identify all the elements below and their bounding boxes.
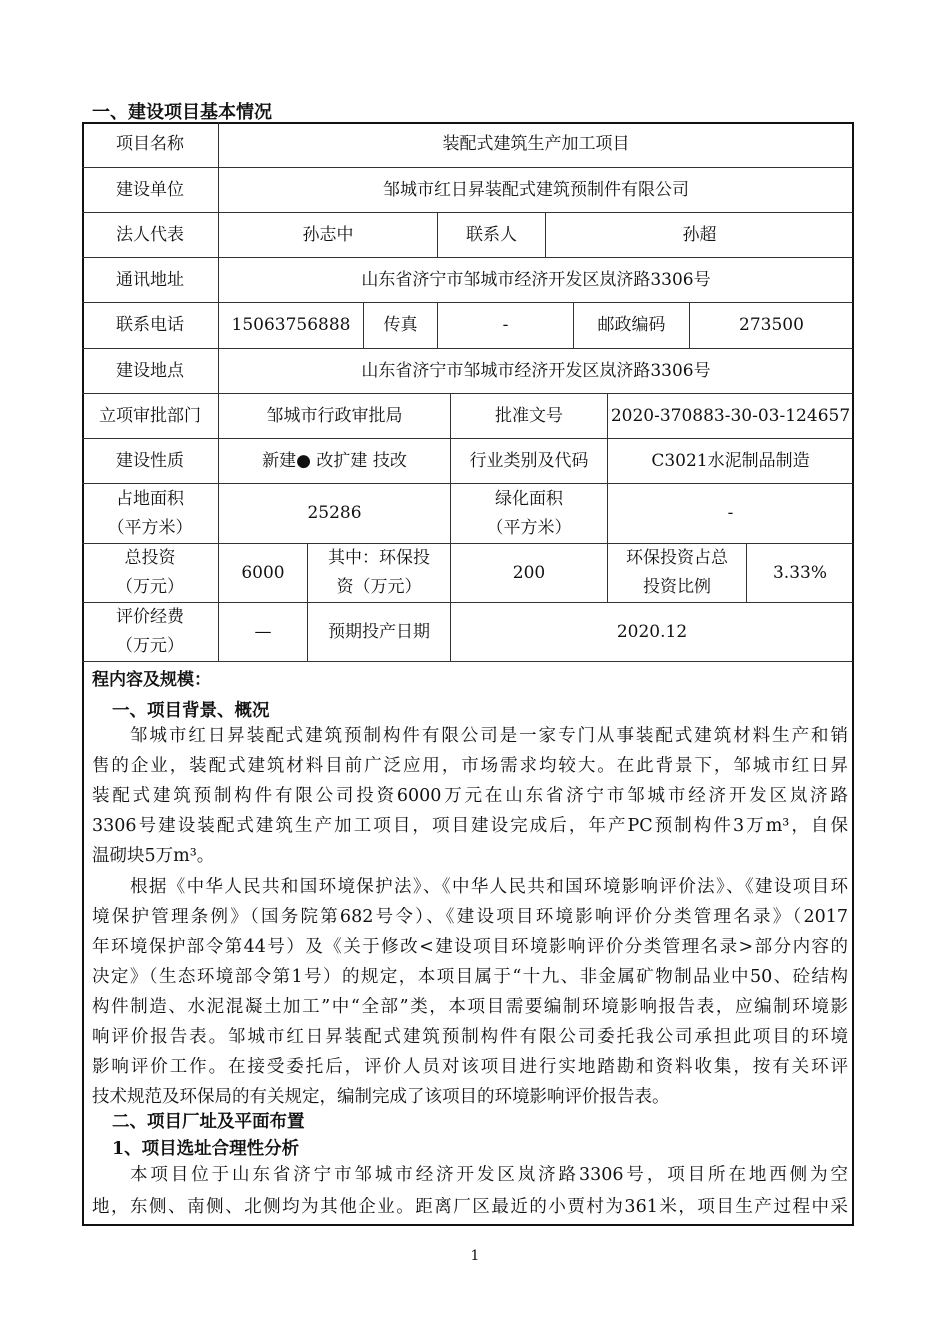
- approval-no-cell: [608, 394, 853, 439]
- industry-label-cell: [451, 439, 608, 484]
- ratio-label-1: 环保投资占总: [626, 548, 728, 568]
- paragraph-line: 邹城市红日昇装配式建筑预制构件有限公司是一家专门从事装配式建筑材料生产和销: [130, 726, 848, 746]
- subheading: 一、项目背景、概况: [112, 701, 270, 721]
- invest: 6000: [241, 562, 285, 583]
- paragraph-line: 响评价报告表。邹城市红日昇装配式建筑预制构件有限公司委托我公司承担此项目的环境: [92, 1027, 848, 1047]
- phone-cell: [219, 303, 364, 349]
- paragraph-line: 决定》（生态环境部令第1号）的规定，本项目属于“十九、非金属矿物制品业中50、砼结构: [92, 967, 848, 987]
- subheading: 1、项目选址合理性分析: [112, 1139, 300, 1159]
- green-label-1: 绿化面积: [495, 488, 563, 509]
- area-label-1: 占地面积: [116, 488, 184, 509]
- date-label: 预期投产日期: [328, 621, 430, 642]
- project-name: 装配式建筑生产加工项目: [442, 134, 630, 154]
- env-invest-label-2: 资（万元）: [336, 577, 422, 597]
- legal-rep-label-cell: [82, 213, 219, 258]
- paragraph-line: 温砌块5万m³。: [92, 846, 215, 866]
- content-heading: 程内容及规模：: [92, 670, 211, 690]
- area-label-2: （平方米）: [107, 517, 193, 538]
- fee: —: [254, 621, 272, 642]
- builder-label-cell: [82, 168, 219, 213]
- paragraph-line: 地，东侧、南侧、北侧均为其他企业。距离厂区最近的小贾村为361米，项目生产过程中采: [92, 1197, 848, 1217]
- nature-label-cell: [82, 439, 219, 484]
- fax-label-cell: [364, 303, 438, 349]
- env-invest-label-1: 其中：环保投: [328, 548, 430, 568]
- project-name-label-cell: [82, 122, 219, 168]
- site-label: 建设地点: [116, 360, 184, 381]
- ratio-label-2: 投资比例: [643, 577, 711, 597]
- invest-label-1: 总投资: [124, 548, 176, 568]
- industry-cell: [608, 439, 853, 484]
- fax: -: [502, 315, 509, 335]
- date-cell: [451, 603, 853, 662]
- address-label: 通讯地址: [116, 269, 184, 290]
- env-invest-cell: [451, 544, 608, 603]
- ratio: 3.33%: [772, 562, 827, 583]
- industry-label: 行业类别及代码: [469, 450, 589, 471]
- nature-cell: [219, 439, 451, 484]
- green-cell: [608, 484, 853, 544]
- site: 山东省济宁市邹城市经济开发区岚济路3306号: [361, 360, 711, 381]
- paragraph-line: 3306号建设装配式建筑生产加工项目，项目建设完成后，年产PC预制构件3万m³，自保: [92, 816, 848, 836]
- nature-label: 建设性质: [116, 450, 184, 471]
- builder-cell: [219, 168, 853, 213]
- subheading: 二、项目厂址及平面布置: [112, 1112, 305, 1132]
- project-name-label: 项目名称: [116, 134, 184, 154]
- invest-label-cell: [82, 544, 219, 603]
- contact: 孙超: [682, 224, 717, 245]
- builder: 邹城市红日昇装配式建筑预制件有限公司: [383, 179, 689, 200]
- paragraph-line: 影响评价工作。在接受委托后，评价人员对该项目进行实地踏勘和资料收集，按有关环评: [92, 1057, 848, 1077]
- approval-dept-cell: [219, 394, 451, 439]
- green: -: [727, 503, 734, 523]
- green-label-2: （平方米）: [486, 517, 572, 538]
- ratio-cell: [747, 544, 853, 603]
- paragraph-line: 装配式建筑预制构件有限公司投资6000万元在山东省济宁市邹城市经济开发区岚济路: [92, 786, 848, 806]
- approval-no: 2020-370883-30-03-124657: [610, 405, 851, 426]
- phone: 15063756888: [231, 315, 351, 335]
- env-invest-label-cell: [308, 544, 451, 603]
- paragraph-line: 售的企业，装配式建筑材料目前广泛应用，市场需求均较大。在此背景下，邹城市红日昇: [92, 756, 848, 776]
- ratio-label-cell: [608, 544, 747, 603]
- phone-label-cell: [82, 303, 219, 349]
- green-label-cell: [451, 484, 608, 544]
- postcode: 273500: [739, 315, 804, 335]
- contact-cell: [546, 213, 853, 258]
- invest-label-2: （万元）: [116, 577, 184, 597]
- fax-cell: [438, 303, 574, 349]
- address-label-cell: [82, 258, 219, 303]
- postcode-cell: [690, 303, 853, 349]
- approval-dept-label: 立项审批部门: [99, 405, 201, 426]
- builder-label: 建设单位: [116, 179, 184, 200]
- legal-rep-cell: [219, 213, 438, 258]
- area-label-cell: [82, 484, 219, 544]
- date-label-cell: [308, 603, 451, 662]
- legal-rep-label: 法人代表: [116, 224, 184, 245]
- date: 2020.12: [616, 621, 688, 642]
- fee-label-cell: [82, 603, 219, 662]
- env-invest: 200: [512, 562, 546, 583]
- fee-label-1: 评价经费: [116, 607, 184, 627]
- project-name-cell: [219, 122, 853, 168]
- section-title: 一、建设项目基本情况: [92, 102, 272, 123]
- contact-label: 联系人: [466, 224, 517, 245]
- approval-dept: 邹城市行政审批局: [266, 405, 403, 426]
- phone-label: 联系电话: [116, 315, 184, 335]
- paragraph-line: 根据《中华人民共和国环境保护法》、《中华人民共和国环境影响评价法》、《建设项目环: [130, 877, 848, 897]
- paragraph-line: 技术规范及环保局的有关规定，编制完成了该项目的环境影响评价报告表。: [92, 1087, 670, 1107]
- postcode-label: 邮政编码: [597, 315, 666, 335]
- fee-cell: [219, 603, 308, 662]
- nature: 新建● 改扩建 技改: [262, 450, 407, 471]
- area-cell: [219, 484, 451, 544]
- legal-rep: 孙志中: [302, 224, 354, 245]
- approval-dept-label-cell: [82, 394, 219, 439]
- contact-label-cell: [438, 213, 546, 258]
- paragraph-line: 境保护管理条例》（国务院第682号令）、《建设项目环境影响评价分类管理名录》（2017: [92, 907, 848, 927]
- paragraph-line: 本项目位于山东省济宁市邹城市经济开发区岚济路3306号，项目所在地西侧为空: [130, 1165, 848, 1185]
- approval-no-label: 批准文号: [495, 405, 563, 426]
- paragraph-line: 构件制造、水泥混凝土加工”中“全部”类，本项目需要编制环境影响报告表，应编制环境影: [92, 997, 848, 1017]
- industry: C3021水泥制品制造: [651, 450, 810, 471]
- area: 25286: [307, 503, 362, 523]
- invest-cell: [219, 544, 308, 603]
- postcode-label-cell: [574, 303, 690, 349]
- fax-label: 传真: [383, 315, 418, 335]
- site-cell: [219, 349, 853, 394]
- approval-no-label-cell: [451, 394, 608, 439]
- site-label-cell: [82, 349, 219, 394]
- address-cell: [219, 258, 853, 303]
- page-number: 1: [470, 1248, 480, 1264]
- address: 山东省济宁市邹城市经济开发区岚济路3306号: [361, 269, 711, 290]
- fee-label-2: （万元）: [116, 636, 184, 656]
- paragraph-line: 年环境保护部令第44号）及《关于修改<建设项目环境影响评价分类管理名录>部分内容的: [92, 937, 848, 957]
